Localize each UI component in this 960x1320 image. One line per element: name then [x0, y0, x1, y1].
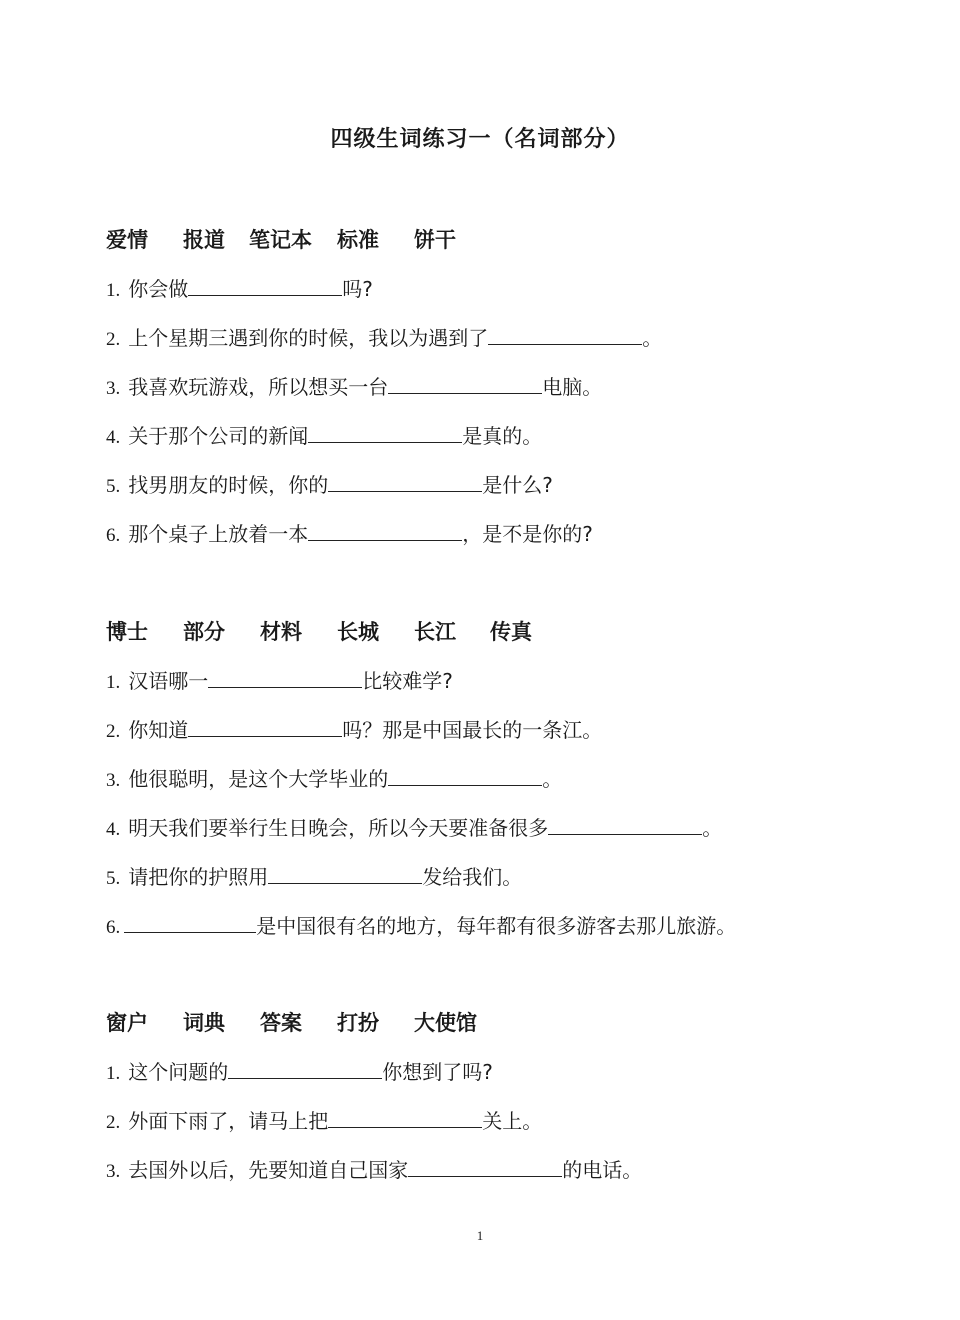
question-text-before: 那个桌子上放着一本 [128, 522, 309, 546]
question-text-before: 他很聪明，是这个大学毕业的 [128, 767, 389, 791]
question-text-before: 去国外以后，先要知道自己国家 [128, 1158, 409, 1182]
question-text-after: 的电话。 [562, 1158, 643, 1182]
word-bank-item: 报道 [183, 228, 225, 252]
answer-blank[interactable] [124, 914, 256, 933]
question-text-before: 找男朋友的时候，你的 [128, 473, 329, 497]
word-bank-item: 材料 [260, 620, 302, 644]
question-number: 5. [106, 476, 121, 497]
question-text-before: 汉语哪一 [128, 669, 209, 693]
question-number: 2. [106, 329, 121, 350]
word-bank-item: 打扮 [337, 1011, 379, 1035]
question-1-6 [106, 518, 593, 547]
question-text-after: 是中国很有名的地方，每年都有很多游客去那儿旅游。 [256, 914, 737, 938]
question-text-after: 是真的。 [462, 424, 543, 448]
question-text-after: 关上。 [482, 1109, 543, 1133]
word-bank-item: 传真 [490, 620, 532, 644]
question-text-after: 电脑。 [542, 375, 603, 399]
answer-blank[interactable] [388, 375, 542, 394]
word-bank-item: 答案 [260, 1011, 302, 1035]
question-2-4 [106, 812, 722, 841]
question-number: 2. [106, 721, 121, 742]
question-text-after: 。 [542, 767, 563, 791]
question-1-2 [106, 322, 662, 351]
page-title: 四级生词练习一（名词部分） [330, 127, 630, 152]
word-bank-item: 博士 [106, 620, 148, 644]
question-text-before: 这个问题的 [128, 1060, 229, 1084]
question-1-5 [106, 469, 553, 498]
question-number: 3. [106, 378, 121, 399]
word-bank-item: 词典 [183, 1011, 225, 1035]
answer-blank[interactable] [548, 816, 702, 835]
question-text-after: 吗？那是中国最长的一条江。 [342, 718, 603, 742]
word-bank-item: 爱情 [106, 228, 148, 252]
question-text-after: 吗? [342, 277, 373, 301]
word-bank-item: 长城 [337, 620, 379, 644]
answer-blank[interactable] [228, 1060, 382, 1079]
question-2-1 [106, 665, 453, 694]
question-2-2 [106, 714, 602, 743]
question-number: 3. [106, 1161, 121, 1182]
question-number: 4. [106, 819, 121, 840]
answer-blank[interactable] [328, 1109, 482, 1128]
question-1-4 [106, 420, 542, 449]
question-text-before: 我喜欢玩游戏，所以想买一台 [128, 375, 389, 399]
question-number: 1. [106, 672, 121, 693]
question-number: 1. [106, 280, 121, 301]
question-text-before: 上个星期三遇到你的时候，我以为遇到了 [128, 326, 489, 350]
question-text-before: 你会做 [128, 277, 189, 301]
word-bank-item: 部分 [183, 620, 225, 644]
answer-blank[interactable] [308, 522, 462, 541]
question-text-after: 。 [642, 326, 663, 350]
question-2-6 [106, 910, 736, 939]
question-text-after: 比较难学? [362, 669, 453, 693]
word-bank-item: 大使馆 [414, 1011, 477, 1035]
word-bank-item: 饼干 [414, 228, 456, 252]
question-2-3 [106, 763, 562, 792]
question-text-before: 关于那个公司的新闻 [128, 424, 309, 448]
question-text-before: 明天我们要举行生日晚会，所以今天要准备很多 [128, 816, 549, 840]
question-number: 3. [106, 770, 121, 791]
question-1-1 [106, 273, 373, 302]
question-number: 4. [106, 427, 121, 448]
answer-blank[interactable] [208, 669, 362, 688]
answer-blank[interactable] [268, 865, 422, 884]
word-bank-item: 窗户 [106, 1011, 148, 1035]
question-2-5 [106, 861, 522, 890]
question-number: 6. [106, 525, 121, 546]
answer-blank[interactable] [188, 718, 342, 737]
question-number: 2. [106, 1112, 121, 1133]
question-3-2 [106, 1105, 542, 1134]
question-text-after: 你想到了吗? [382, 1060, 493, 1084]
answer-blank[interactable] [188, 277, 342, 296]
question-1-3 [106, 371, 602, 400]
word-bank-item: 标准 [337, 228, 379, 252]
question-text-after: 是什么? [482, 473, 553, 497]
question-text-after: 。 [702, 816, 723, 840]
question-text-before: 请把你的护照用 [128, 865, 269, 889]
word-bank-item: 笔记本 [249, 228, 312, 252]
question-text-after: 发给我们。 [422, 865, 523, 889]
page-number: 1 [476, 1228, 484, 1243]
answer-blank[interactable] [328, 473, 482, 492]
answer-blank[interactable] [488, 326, 642, 345]
answer-blank[interactable] [408, 1158, 562, 1177]
question-3-1 [106, 1056, 493, 1085]
question-number: 1. [106, 1063, 121, 1084]
question-number: 6. [106, 917, 121, 938]
question-3-3 [106, 1154, 642, 1183]
answer-blank[interactable] [308, 424, 462, 443]
question-text-before: 外面下雨了，请马上把 [128, 1109, 329, 1133]
question-number: 5. [106, 868, 121, 889]
answer-blank[interactable] [388, 767, 542, 786]
word-bank-item: 长江 [414, 620, 456, 644]
question-text-before: 你知道 [128, 718, 189, 742]
question-text-after: ，是不是你的? [462, 522, 593, 546]
